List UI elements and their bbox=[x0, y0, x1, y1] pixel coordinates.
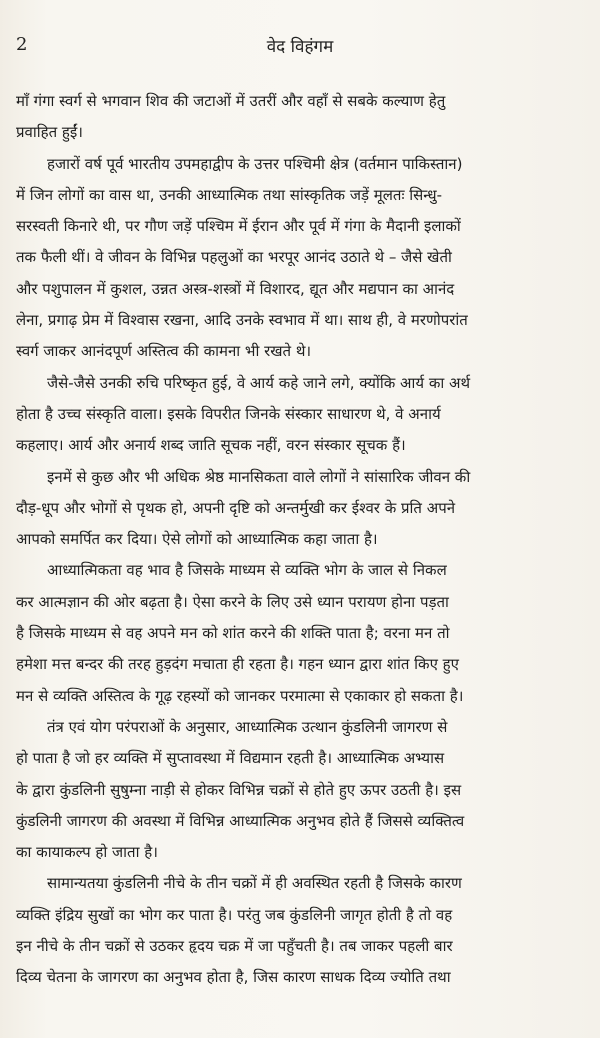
paragraph bbox=[16, 149, 584, 368]
text-line: मन से व्यक्ति अस्तित्व के गूढ़ रहस्यों को जानकर परमात्मा से एकाकार हो सकता है। bbox=[16, 686, 464, 705]
paragraph bbox=[16, 86, 584, 149]
text-line: है जिसके माध्यम से वह अपने मन को शांत करने की शक्ति पाता है; वरना मन तो bbox=[16, 624, 450, 643]
text-line: माँ गंगा स्वर्ग से भगवान शिव की जटाओं में उतरीं और वहाँ से सबके कल्याण हेतु bbox=[16, 92, 446, 110]
text-line: व्यक्ति इंद्रिय सुखों का भोग कर पाता है। परंतु जब कुंडलिनी जागृत होती है तो वह bbox=[16, 905, 453, 924]
text-line: लेना, प्रगाढ़ प्रेम में विश्वास रखना, आदि उनके स्वभाव में था। साथ ही, वे मरणोपरांत bbox=[16, 311, 468, 330]
text-line: सामान्यतया कुंडलिनी नीचे के तीन चक्रों में ही अवस्थित रहती है जिसके कारण bbox=[47, 874, 462, 893]
text-line: के द्वारा कुंडलिनी सुषुम्ना नाड़ी से होकर विभिन्न चक्रों से होते हुए ऊपर उठती है। इस bbox=[16, 780, 462, 799]
text-line: कर आत्मज्ञान की ओर बढ़ता है। ऐसा करने के लिए उसे ध्यान परायण होना पड़ता bbox=[16, 592, 449, 611]
text-line: जैसे-जैसे उनकी रुचि परिष्कृत हुई, वे आर्य कहे जाने लगे, क्योंकि आर्य का अर्थ bbox=[47, 373, 471, 392]
text-line: सरस्वती किनारे थी, पर गौण जड़ें पश्चिम में ईरान और पूर्व में गंगा के मैदानी इलाकों bbox=[16, 217, 461, 236]
text-line: होता है उच्च संस्कृति वाला। इसके विपरीत जिनके संस्कार साधारण थे, वे अनार्य bbox=[16, 404, 441, 423]
text-line: आपको समर्पित कर दिया। ऐसे लोगों को आध्यात्मिक कहा जाता है। bbox=[16, 530, 378, 549]
page-header bbox=[16, 34, 584, 62]
text-line: में जिन लोगों का वास था, उनकी आध्यात्मिक तथा सांस्कृतिक जड़ें मूलतः सिन्धु- bbox=[16, 185, 443, 204]
text-line: हो पाता है जो हर व्यक्ति में सुप्तावस्था में विद्यमान रहती है। आध्यात्मिक अभ्यास bbox=[16, 749, 445, 768]
text-line: कुंडलिनी जागरण की अवस्था में विभिन्न आध्यात्मिक अनुभव होते हैं जिससे व्यक्तित्व bbox=[16, 811, 465, 830]
text-line: तक फैली थीं। वे जीवन के विभिन्न पहलुओं का भरपूर आनंद उठाते थे – जैसे खेती bbox=[16, 248, 452, 267]
text-line: का कायाकल्प हो जाता है। bbox=[16, 843, 158, 862]
page-number: 2 bbox=[16, 34, 28, 55]
paragraph bbox=[16, 555, 584, 711]
text-line: हमेशा मत्त बन्दर की तरह हुड़दंग मचाता ही रहता है। गहन ध्यान द्वारा शांत किए हुए bbox=[16, 655, 459, 674]
text-line: तंत्र एवं योग परंपराओं के अनुसार, आध्यात्मिक उत्थान कुंडलिनी जागरण से bbox=[47, 717, 448, 736]
text-line: दौड़-धूप और भोगों से पृथक हो, अपनी दृष्टि को अन्तर्मुखी कर ईश्वर के प्रति अपने bbox=[16, 498, 456, 517]
text-line: आध्यात्मिकता वह भाव है जिसके माध्यम से व्यक्ति भोग के जाल से निकल bbox=[47, 561, 447, 580]
paragraph bbox=[16, 868, 584, 993]
text-line: इन नीचे के तीन चक्रों से उठकर हृदय चक्र में जा पहुँचती है। तब जाकर पहली बार bbox=[16, 937, 453, 956]
text-line: दिव्य चेतना के जागरण का अनुभव होता है, जिस कारण साधक दिव्य ज्योति तथा bbox=[16, 968, 451, 987]
text-line: हजारों वर्ष पूर्व भारतीय उपमहाद्वीप के उत्तर पश्चिमी क्षेत्र (वर्तमान पाकिस्तान) bbox=[47, 154, 463, 173]
text-line: कहलाए। आर्य और अनार्य शब्द जाति सूचक नहीं, वरन संस्कार सूचक हैं। bbox=[16, 436, 406, 455]
text-line: इनमें से कुछ और भी अधिक श्रेष्ठ मानसिकता वाले लोगों ने सांसारिक जीवन की bbox=[47, 467, 471, 486]
paragraph bbox=[16, 712, 584, 868]
text-line: प्रवाहित हुईं। bbox=[16, 123, 83, 142]
text-line: स्वर्ग जाकर आनंदपूर्ण अस्तित्व की कामना भी रखते थे। bbox=[16, 342, 312, 361]
running-title: वेद विहंगम bbox=[266, 37, 334, 57]
text-line: और पशुपालन में कुशल, उन्नत अस्त्र-शस्त्रों में विशारद, द्यूत और मद्यपान का आनंद bbox=[16, 279, 455, 298]
body-text bbox=[16, 86, 584, 994]
paragraph bbox=[16, 462, 584, 556]
paragraph bbox=[16, 368, 584, 462]
